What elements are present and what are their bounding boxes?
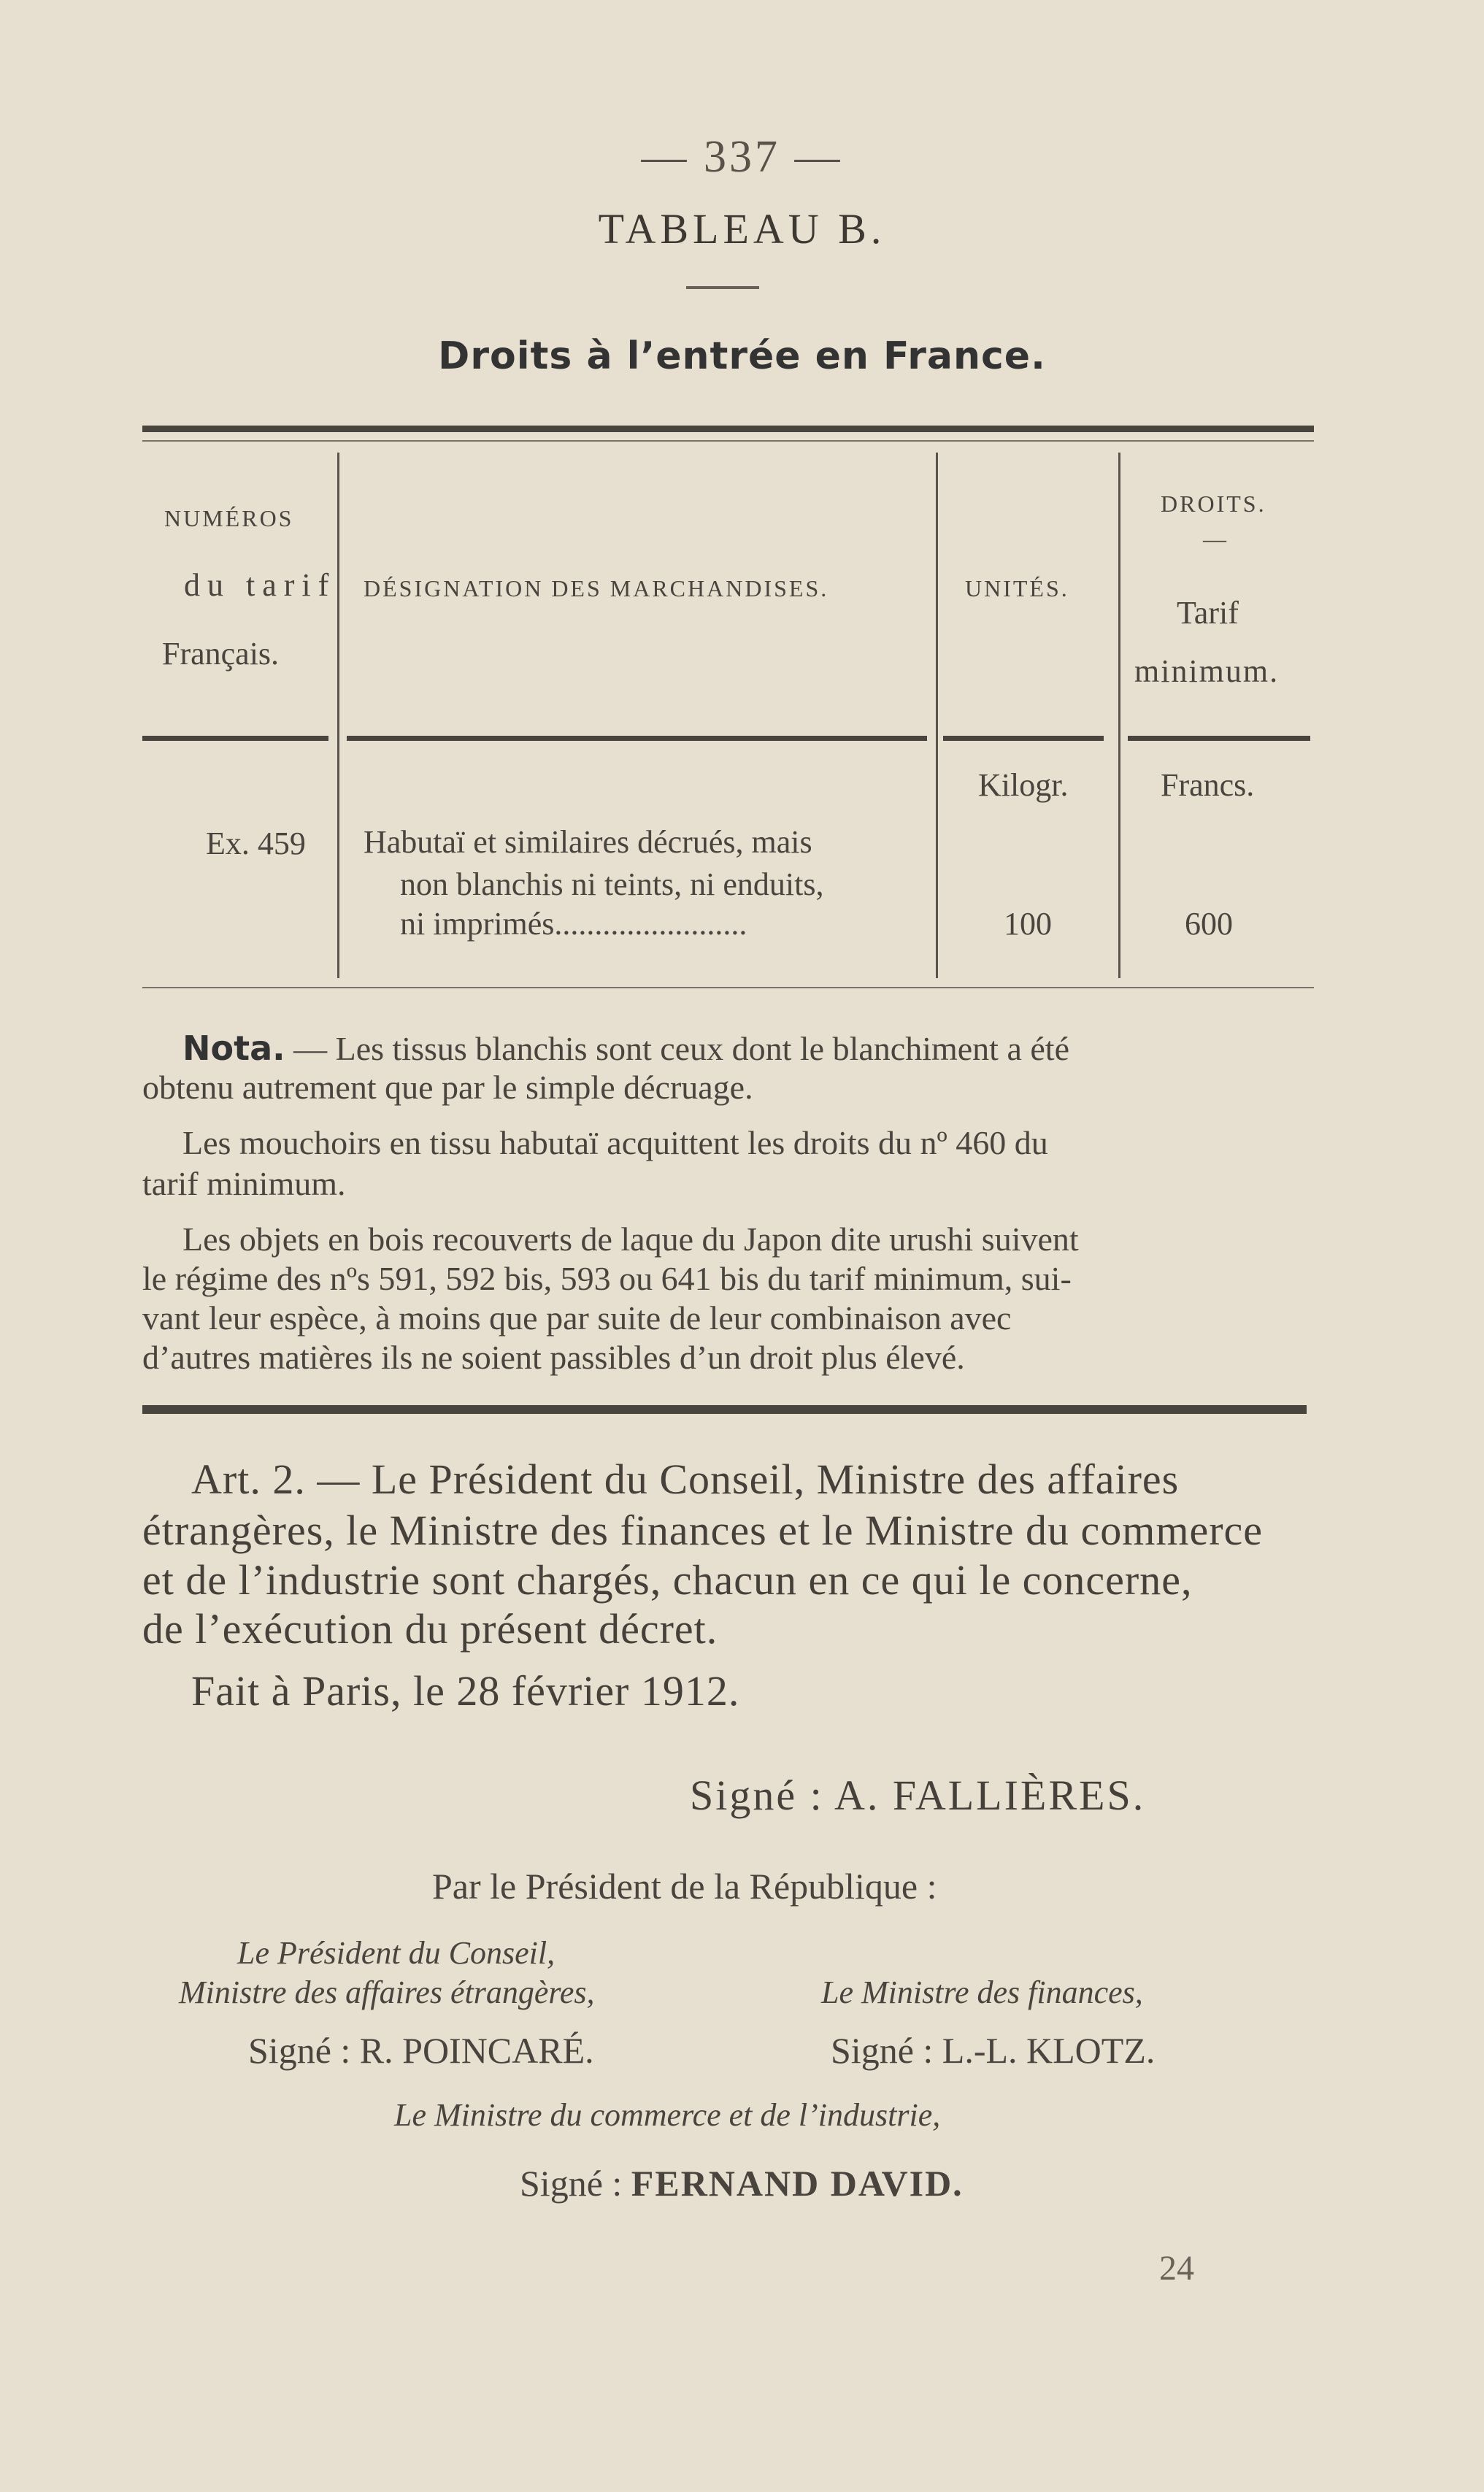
table-bottom-rule	[142, 987, 1314, 988]
signature-par-president: Par le Président de la République :	[432, 1866, 937, 1907]
row-droits: 600	[1185, 906, 1233, 942]
section-divider	[142, 1405, 1307, 1414]
nota-p1-line1	[182, 1028, 1069, 1069]
column-divider-3	[1118, 453, 1120, 978]
header-numeros-line1: NUMÉROS	[164, 505, 294, 531]
right-minister-title: Le Ministre des finances,	[821, 1974, 1143, 2010]
header-tarif-line1: Tarif	[1177, 595, 1239, 631]
header-rule-col2	[347, 736, 927, 741]
nota-p1-line2: obtenu autrement que par le simple décruage.	[142, 1069, 753, 1106]
column-divider-1	[337, 453, 339, 978]
row-designation-line1: Habutaï et similaires décrués, mais	[364, 824, 812, 860]
nota-p3-line3: vant leur espèce, à moins que par suite de leur combinaison avec	[142, 1299, 1012, 1337]
nota-p3-line4: d’autres matières ils ne soient passibles d’un droit plus élevé.	[142, 1339, 965, 1376]
article-date: Fait à Paris, le 28 février 1912.	[191, 1667, 740, 1715]
signature-main: Signé : A. FALLIÈRES.	[690, 1772, 1146, 1819]
nota-label: Nota.	[182, 1028, 285, 1068]
nota-p2-line1: Les mouchoirs en tissu habutaï acquittent les droits du nº 460 du	[182, 1124, 1048, 1161]
table-top-rule	[142, 426, 1314, 432]
header-tarif-line2: minimum.	[1134, 653, 1280, 689]
header-rule-col4	[1128, 736, 1310, 741]
article-line4: de l’exécution du présent décret.	[142, 1605, 718, 1653]
left-minister-signature: Signé : R. POINCARÉ.	[248, 2030, 594, 2071]
subtitle: Droits à l’entrée en France.	[438, 334, 1046, 378]
left-minister-title-1: Le Président du Conseil,	[237, 1935, 555, 1971]
header-designation: DÉSIGNATION DES MARCHANDISES.	[364, 575, 829, 601]
header-droits: DROITS.	[1161, 491, 1266, 517]
signature-mark: 24	[1159, 2249, 1194, 2288]
article-line3: et de l’industrie sont chargés, chacun en ce qui le concerne,	[142, 1556, 1193, 1604]
bottom-minister-title: Le Ministre du commerce et de l’industrie,	[394, 2097, 941, 2133]
page-number: — 337 —	[641, 132, 843, 182]
header-rule-col3	[943, 736, 1104, 741]
row-numero: Ex. 459	[206, 826, 306, 861]
nota-p3-line2: le régime des nºs 591, 592 bis, 593 ou 641 bis du tarif minimum, sui-	[142, 1260, 1072, 1297]
units-unites: Kilogr.	[978, 767, 1069, 803]
header-unites: UNITÉS.	[965, 575, 1069, 601]
article-line2: étrangères, le Ministre des finances et le Ministre du commerce	[142, 1507, 1264, 1554]
left-minister-title-2: Ministre des affaires étrangères,	[179, 1974, 595, 2010]
title-divider	[686, 286, 759, 289]
units-droits: Francs.	[1161, 767, 1255, 803]
nota-p3-line1: Les objets en bois recouverts de laque du Japon dite urushi suivent	[182, 1220, 1079, 1258]
row-designation-line3: ni imprimés........................	[400, 906, 747, 942]
nota-p1-text: — Les tissus blanchis sont ceux dont le blanchiment a été	[285, 1030, 1069, 1067]
bottom-sign-prefix: Signé :	[520, 2163, 631, 2204]
header-numeros-line2: du tarif	[184, 567, 337, 603]
row-designation-line2: non blanchis ni teints, ni enduits,	[400, 866, 824, 902]
header-rule-col1	[142, 736, 328, 741]
column-divider-2	[936, 453, 938, 978]
tableau-title: TABLEAU B.	[598, 205, 886, 253]
header-droits-dash: —	[1203, 526, 1229, 552]
table-top-rule-thin	[142, 440, 1314, 442]
nota-p2-line2: tarif minimum.	[142, 1165, 346, 1202]
bottom-sign-name: FERNAND DAVID.	[631, 2163, 964, 2204]
header-numeros-line3: Français.	[162, 636, 280, 672]
right-minister-signature: Signé : L.-L. KLOTZ.	[831, 2030, 1156, 2071]
article-line1: Art. 2. — Le Président du Conseil, Ministre des affaires	[191, 1455, 1180, 1503]
bottom-minister-signature	[520, 2162, 964, 2204]
row-unites: 100	[1004, 906, 1052, 942]
